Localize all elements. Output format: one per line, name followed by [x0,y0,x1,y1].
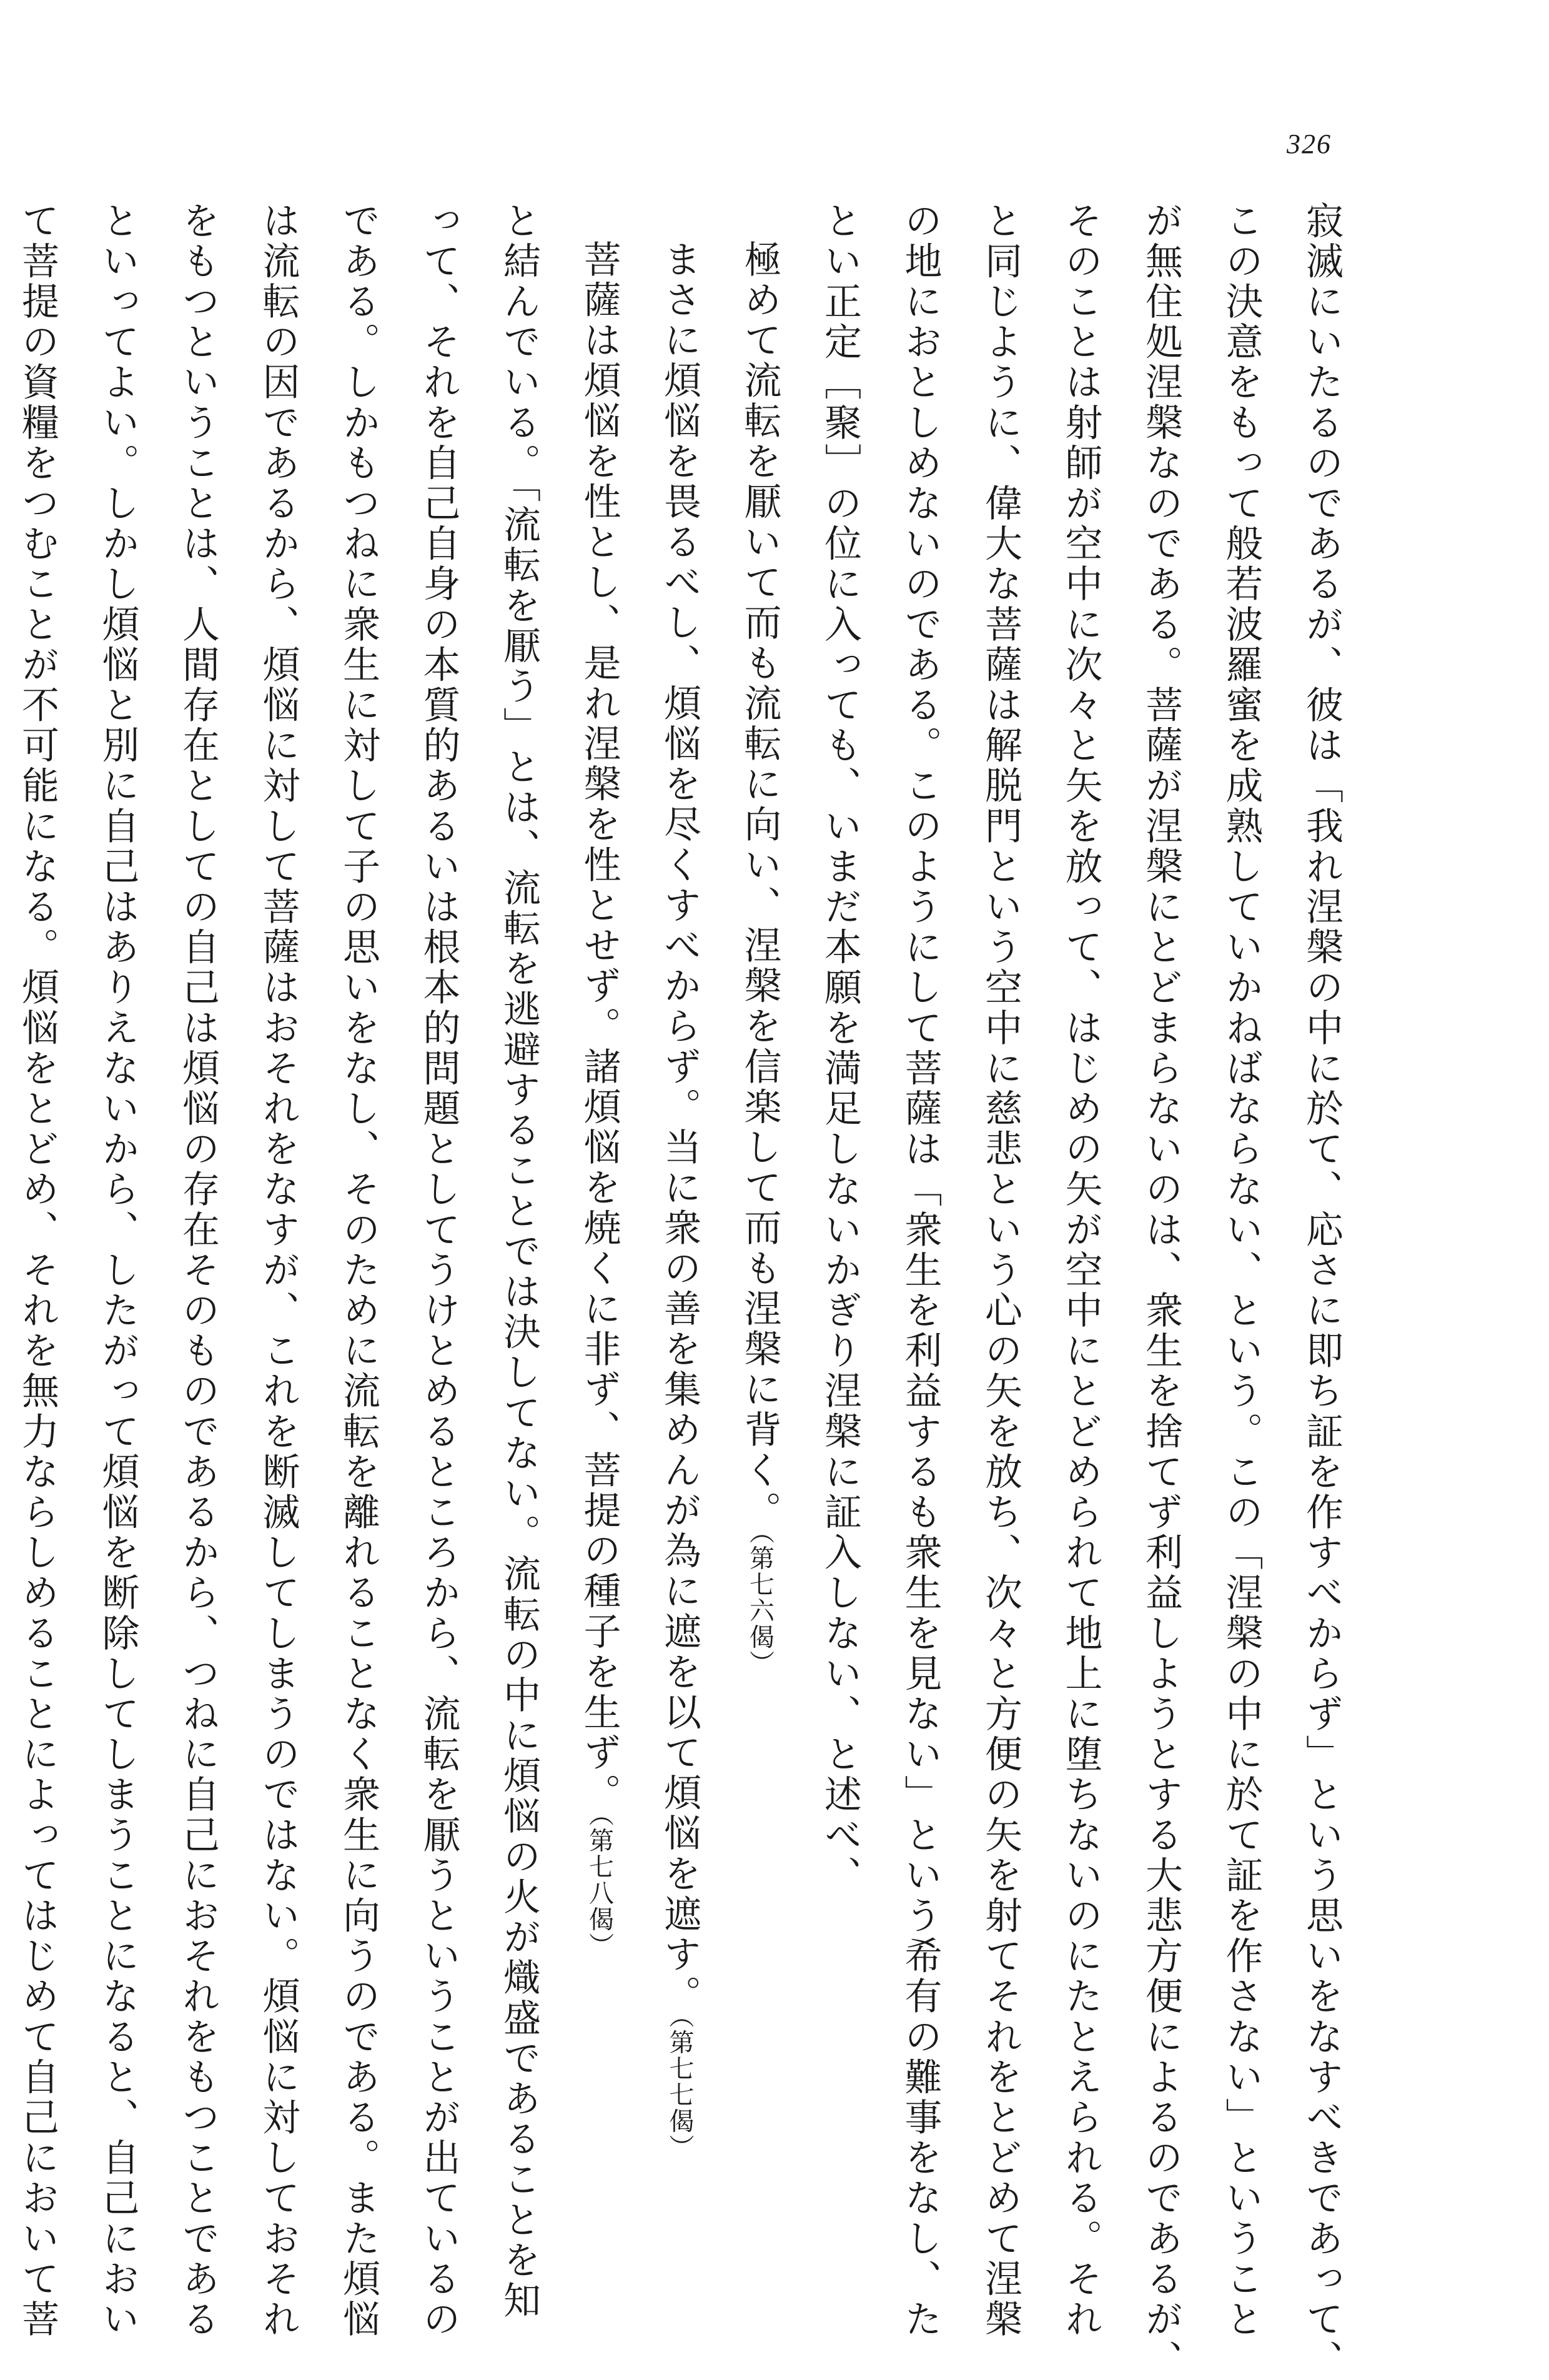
text-column: 寂滅にいたるのであるが、彼は「我れ涅槃の中に於て、応さに即ち証を作すべからず」という思いをなすべきであって、 [1300,201,1344,2380]
text-column: と同じように、偉大な菩薩は解脱門という空中に慈悲という心の矢を放ち、次々と方便の矢を射てそれをとどめて涅槃 [979,201,1022,2340]
text-column: が無住処涅槃なのである。菩薩が涅槃にとどまらないのは、衆生を捨てず利益しようとする大悲方便によるのであるが、 [1139,201,1183,2380]
verse-quote [720,201,800,1850]
text-column: と結んでいる。「流転を厭う」とは、流転を逃避することでは決してない。流転の中に煩悩の火が熾盛であることを知 [497,201,541,2321]
text-column: をもつということは、人間存在としての自己は煩悩の存在そのものであるから、つねに自己におそれをもつことである [176,201,220,2340]
verse-text: 極めて流転を厭いて而も流転に向い、涅槃を信楽して而も涅槃に背く。 [738,240,782,1532]
verse-number: （第七七偈） [665,2015,694,2161]
text-column: である。しかもつねに衆生に対して子の思いをなし、そのために流転を離れることなく衆生に向うのである。また煩悩 [337,201,380,2340]
verse-number: （第七八偈） [585,1813,614,1959]
text-column: って、それを自己自身の本質的あるいは根本的問題としてうけとめるところから、流転を厭うということが出ているの [417,201,461,2340]
text-column: この決意をもって般若波羅蜜を成熟していかねばならない、という。この「涅槃の中に於て証を作さない」ということ [1219,201,1264,2340]
text-column: といってよい。しかし煩悩と別に自己はありえないから、したがって煩悩を断除してしまうことになると、自己におい [96,201,140,2340]
verse-number: （第七六偈） [745,1531,774,1677]
text-column: の地におとしめないのである。このようにして菩薩は「衆生を利益するも衆生を見ない」という希有の難事をなし、た [898,201,943,2340]
body-text [0,201,1362,2380]
verse-quote [640,201,720,2161]
verse-text: 菩薩は煩悩を性とし、是れ涅槃を性とせず。諸煩悩を焼くに非ず、菩提の種子を生ず。 [577,240,621,1814]
verse-quote [559,201,640,1959]
verse-text: まさに煩悩を畏るべし、煩悩を尽くすべからず。当に衆の善を集めんが為に遮を以て煩悩を遮す。 [658,240,701,2016]
page-number: 326 [1287,129,1332,159]
text-column: て菩提の資糧をつむことが不可能になる。煩悩をとどめ、それを無力ならしめることによってはじめて自己において菩 [16,201,59,2340]
text-column: とい正定［聚］の位に入っても、いまだ本願を満足しないかぎり涅槃に証入しない、と述べ、 [818,201,862,1897]
text-column: そのことは射師が空中に次々と矢を放って、はじめの矢が空中にとどめられて地上に堕ちないのにたとえられる。それ [1059,201,1103,2340]
text-column: は流転の因であるから、煩悩に対して菩薩はおそれをなすが、これを断滅してしまうのではない。煩悩に対しておそれ [256,201,300,2340]
